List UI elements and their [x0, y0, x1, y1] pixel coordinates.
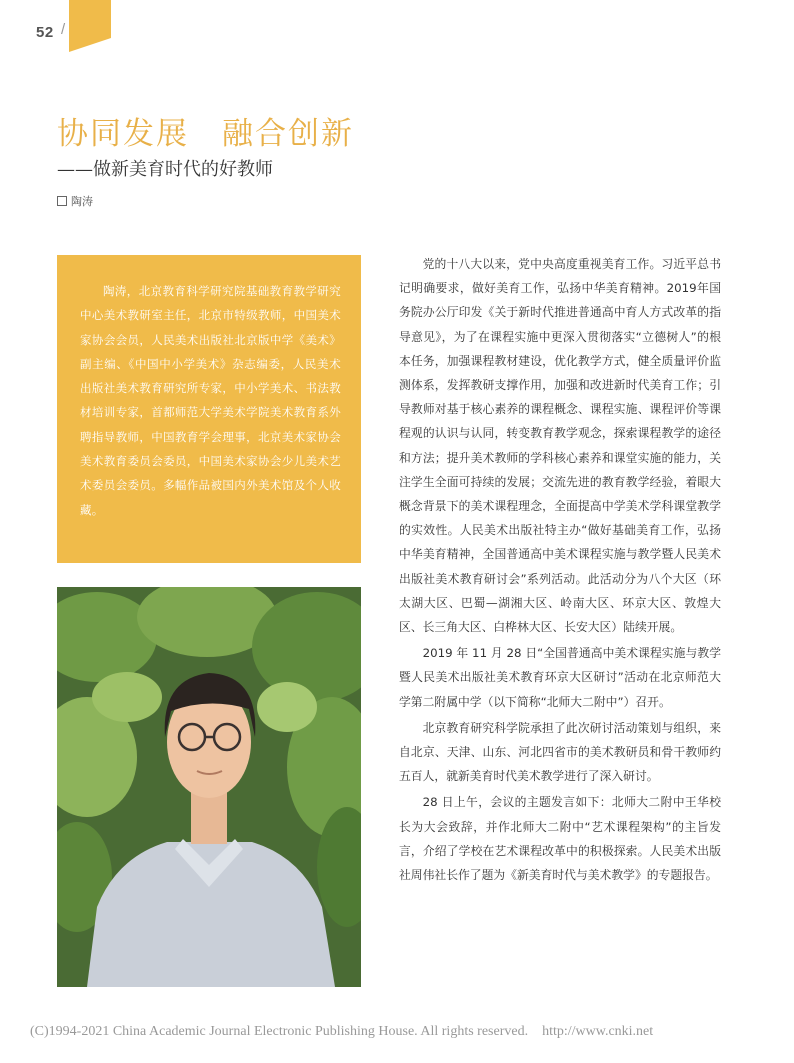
- body-paragraph: 党的十八大以来，党中央高度重视美育工作。习近平总书记明确要求，做好美育工作，弘扬中华美育精神。2019年国务院办公厅印发《关于新时代推进普通高中育人方式改革的指导意见》，为了在课程实施中更深入贯彻落实“立德树人”的根本任务，加强课程教材建设，优化教学方式，健全质量评价监测体系，发挥教研支撑作用，加强和改进新时代美育工作；引导教师对基于核心素养的课程概念、课程实施、课程评价等课程观的认识与认同，转变教育教学观念，探索课程教学的途径和方法；提升美术教师的学科核心素养和课堂实施的能力，关注学生全面可持续的发展；交流先进的教育教学经验，着眼大概念背景下的美术课程理念，全面提高中学美术学科课堂教学的实效性。人民美术出版社特主办“做好基础美育工作，弘扬中华美育精神，全国普通高中美术课程实施与教学暨人民美术出版社美术教育研讨会”系列活动。此活动分为八个大区（环太湖大区、巴蜀—湖湘大区、岭南大区、环京大区、敦煌大区、长三角大区、白桦林大区、长安大区）陆续开展。: [399, 257, 721, 635]
- author-bio-box: [57, 255, 361, 563]
- author-name: 陶涛: [71, 195, 93, 208]
- square-box-icon: [57, 196, 67, 206]
- body-paragraph: 北京教育研究科学院承担了此次研讨活动策划与组织，来自北京、天津、山东、河北四省市的美术教研员和骨干教师约五百人，就新美育时代美术教学进行了深入研讨。: [399, 720, 721, 784]
- author-bio-text: 陶涛，北京教育科学研究院基础教育教学研究中心美术教研室主任，北京市特级教师，中国美术家协会会员，人民美术出版社北京版中学《美术》副主编、《中国中小学美术》杂志编委，人民美术出版社美术教育研究所专家，中小学美术、书法教材培训专家，首都师范大学美术学院美术教育系外聘指导教师，中国教育学会理事，北京美术家协会美术教育委员会委员，中国美术家协会少儿美术艺术委员会委员。多幅作品被国内外美术馆及个人收藏。: [80, 284, 341, 517]
- article-subtitle: ——做新美育时代的好教师: [57, 159, 273, 180]
- byline: [57, 193, 93, 209]
- corner-tab-decoration: [69, 0, 111, 52]
- author-photo: [57, 587, 361, 987]
- article-body: [399, 252, 721, 889]
- copyright-footer: (C)1994-2021 China Academic Journal Electronic Publishing House. All rights reserved. http://www.cnki.net: [30, 1024, 654, 1039]
- body-paragraph: 28 日上午，会议的主题发言如下：北师大二附中王华校长为大会致辞，并作北师大二附中“艺术课程架构”的主旨发言，介绍了学校在艺术课程改革中的积极探索。人民美术出版社周伟社长作了题为《新美育时代与美术教学》的专题报告。: [399, 795, 721, 883]
- page-number-separator: /: [61, 21, 66, 38]
- article-title: 协同发展 融合创新: [57, 116, 354, 152]
- page-number: 52: [36, 24, 54, 41]
- body-paragraph: 2019 年 11 月 28 日“全国普通高中美术课程实施与教学暨人民美术出版社美术教育环京大区研讨”活动在北京师范大学第二附属中学（以下简称“北师大二附中”）召开。: [399, 646, 721, 709]
